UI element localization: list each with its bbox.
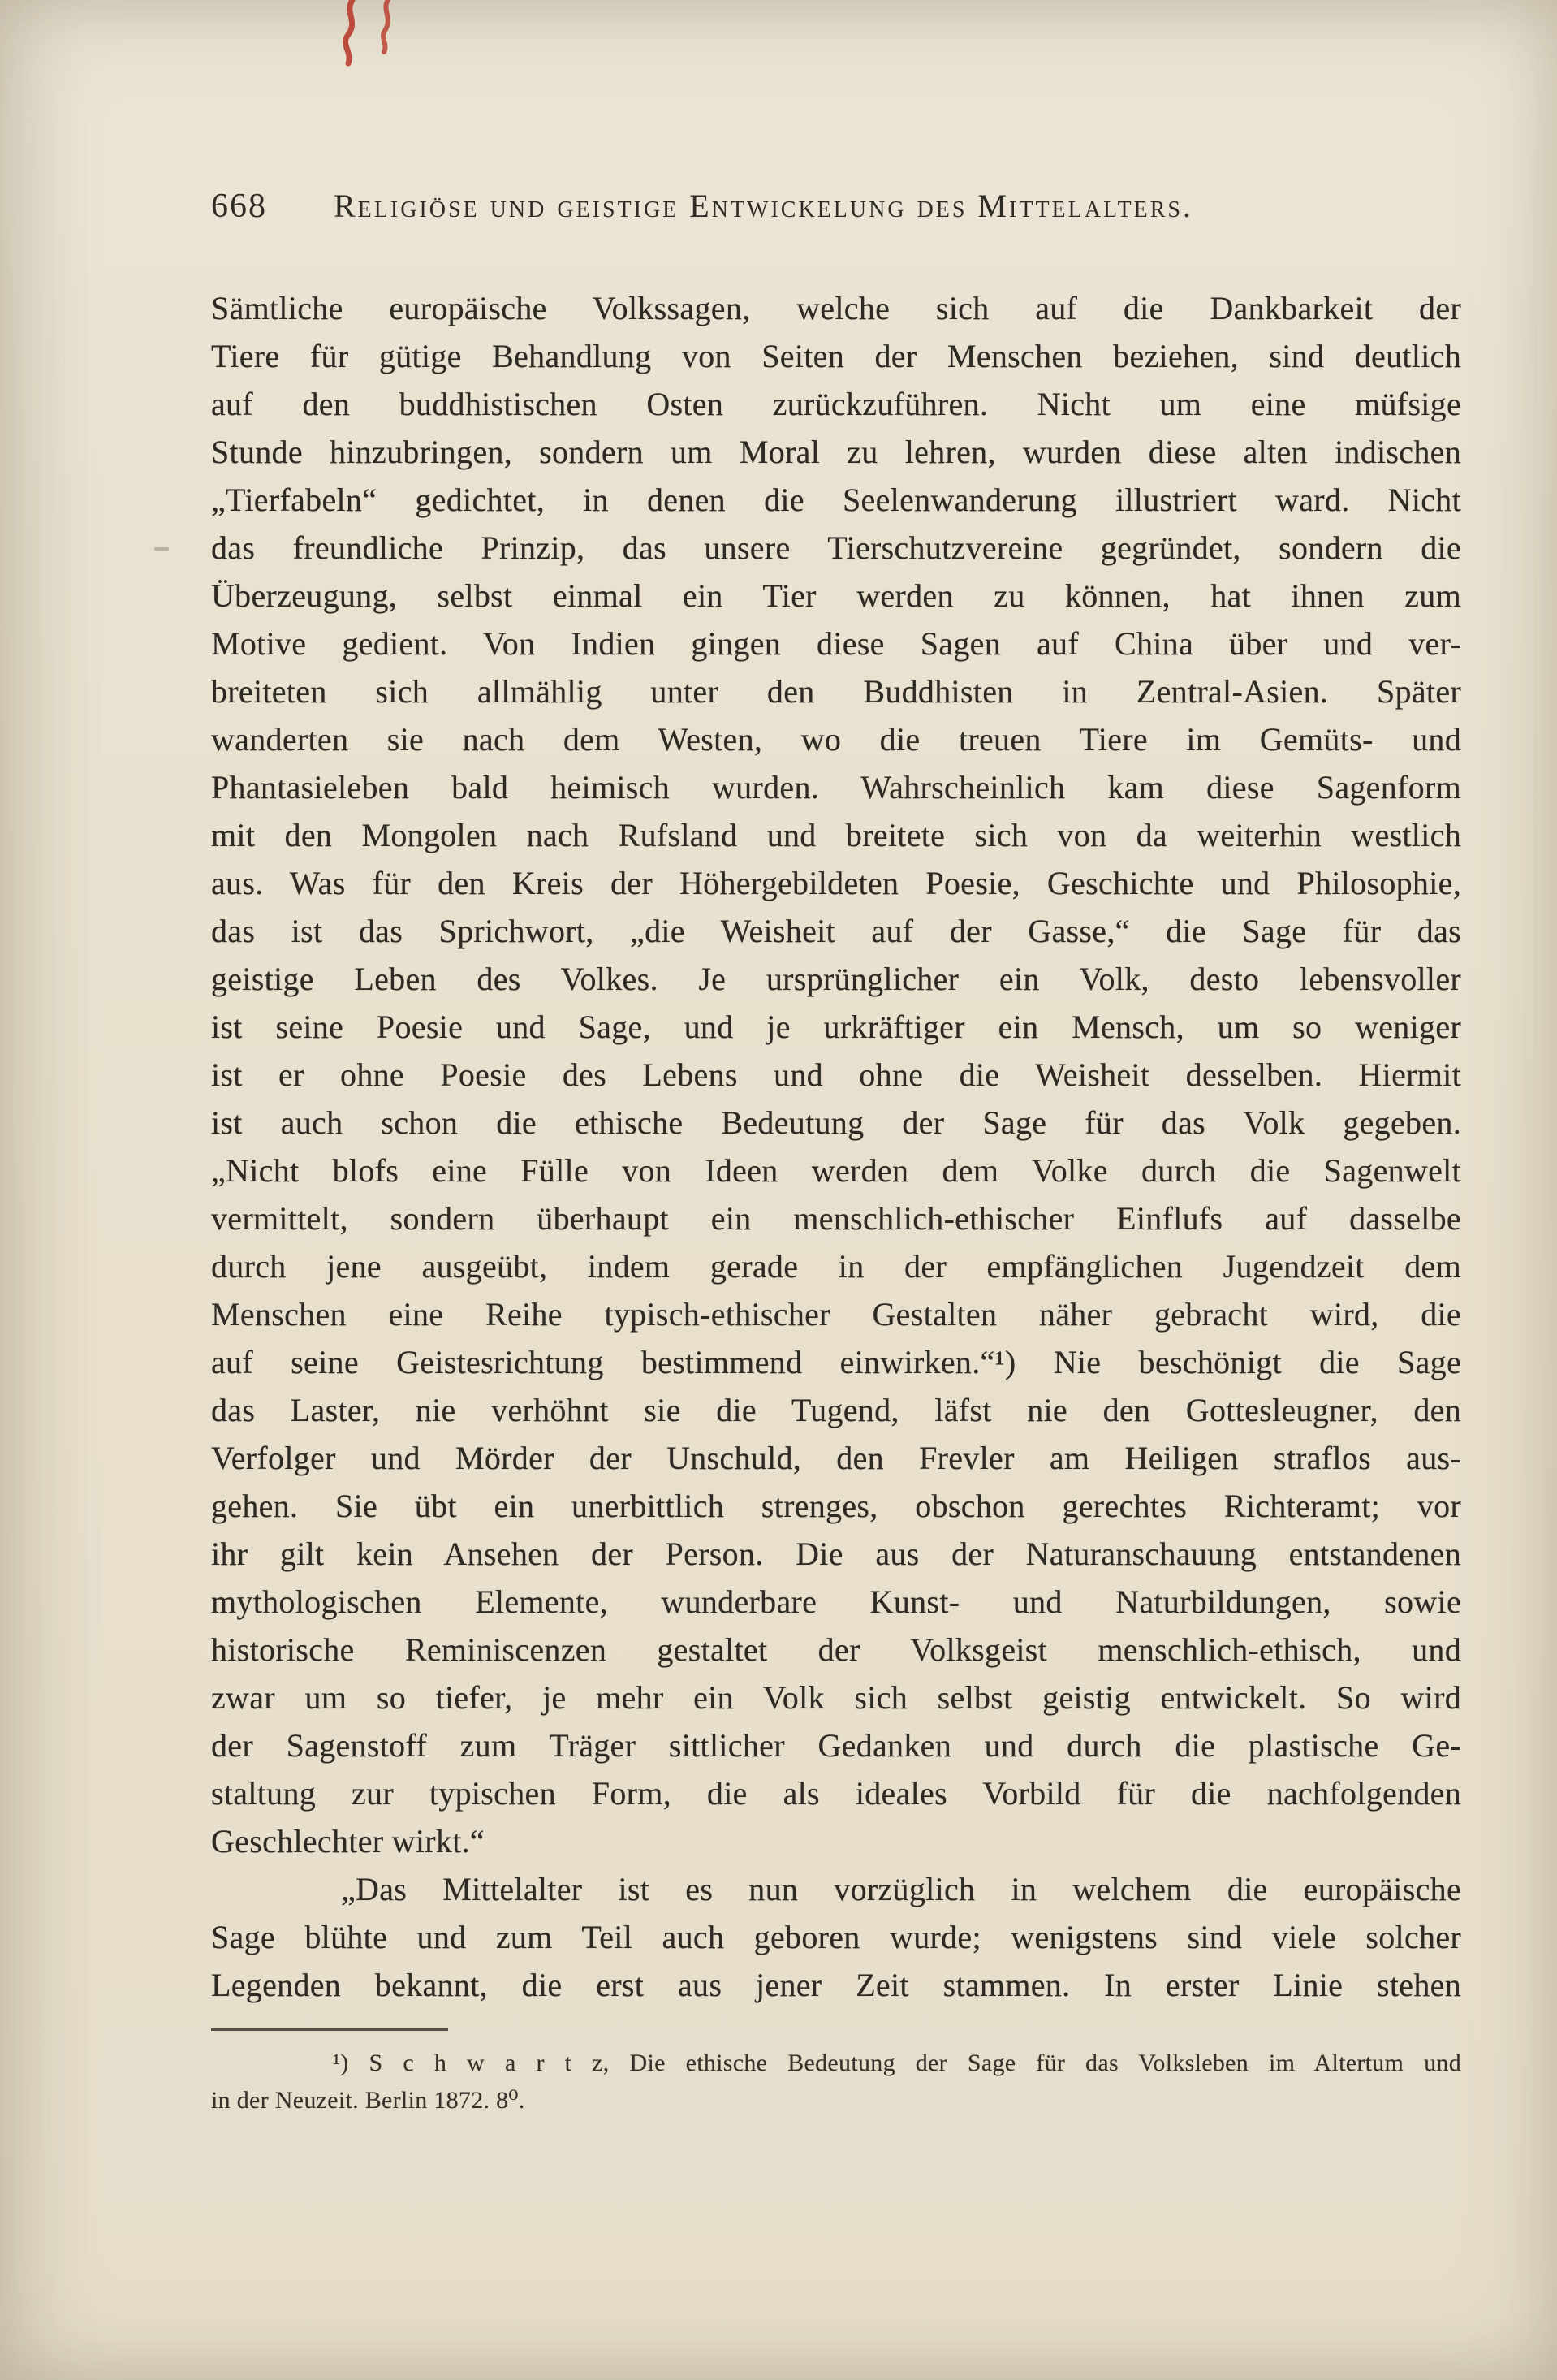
text-line: gehen. Sie übt ein unerbittlich strenges, obschon gerechtes Richteramt; vor — [211, 1488, 1461, 1524]
text-line: Überzeugung, selbst einmal ein Tier werden zu können, hat ihnen zum — [211, 577, 1461, 614]
footnote-rule — [211, 2028, 448, 2031]
text-line: ist auch schon die ethische Bedeutung der Sage für das Volk gegeben. — [211, 1104, 1461, 1141]
footnote — [211, 2045, 1461, 2119]
text-line: durch jene ausgeübt, indem gerade in der empfänglichen Jugendzeit dem — [211, 1248, 1461, 1285]
red-ink-stroke — [345, 0, 352, 63]
text-line: Verfolger und Mörder der Unschuld, den Frevler am Heiligen straflos aus- — [211, 1440, 1461, 1476]
text-line: geistige Leben des Volkes. Je ursprünglicher ein Volk, desto lebensvoller — [211, 961, 1461, 997]
text-line: wanderten sie nach dem Westen, wo die treuen Tiere im Gemüts- und — [211, 721, 1461, 758]
running-header — [211, 187, 1461, 226]
text-line: der Sagenstoff zum Träger sittlicher Gedanken und durch die plastische Ge- — [211, 1727, 1461, 1764]
text-line: Sage blühte und zum Teil auch geboren wurde; wenigstens sind viele solcher — [211, 1919, 1461, 1955]
text-line: vermittelt, sondern überhaupt ein menschlich-ethischer Einflufs auf dasselbe — [211, 1200, 1461, 1237]
text-line: das freundliche Prinzip, das unsere Tierschutzvereine gegründet, sondern die — [211, 529, 1461, 566]
text-line: auf seine Geistesrichtung bestimmend einwirken.“¹) Nie beschönigt die Sage — [211, 1344, 1461, 1380]
text-line: Phantasieleben bald heimisch wurden. Wahrscheinlich kam diese Sagenform — [211, 769, 1461, 806]
chapter-title: Religiöse und geistige Entwickelung des Mittelalters. — [334, 188, 1193, 224]
text-line: Stunde hinzubringen, sondern um Moral zu lehren, wurden diese alten indischen — [211, 434, 1461, 470]
text-line: Menschen eine Reihe typisch-ethischer Gestalten näher gebracht wird, die — [211, 1296, 1461, 1333]
text-line: historische Reminiscenzen gestaltet der Volksgeist menschlich-ethisch, und — [211, 1631, 1461, 1668]
text-line: mit den Mongolen nach Rufsland und breitete sich von da weiterhin westlich — [211, 817, 1461, 853]
text-line: zwar um so tiefer, je mehr ein Volk sich selbst geistig entwickelt. So wird — [211, 1679, 1461, 1716]
text-line: auf den buddhistischen Osten zurückzuführen. Nicht um eine müfsige — [211, 386, 1461, 422]
red-ink-marks — [334, 0, 448, 78]
text-line: Geschlechter wirkt.“ — [211, 1823, 485, 1860]
red-ink-stroke — [383, 0, 388, 52]
text-line: staltung zur typischen Form, die als ideales Vorbild für die nachfolgenden — [211, 1775, 1461, 1812]
text-line: Tiere für gütige Behandlung von Seiten der Menschen beziehen, sind deutlich — [211, 338, 1461, 374]
text-line: ist er ohne Poesie des Lebens und ohne die Weisheit desselben. Hiermit — [211, 1056, 1461, 1093]
text-line: aus. Was für den Kreis der Höhergebildeten Poesie, Geschichte und Philosophie, — [211, 865, 1461, 901]
text-line: ist seine Poesie und Sage, und je urkräftiger ein Mensch, um so weniger — [211, 1009, 1461, 1045]
text-line: mythologischen Elemente, wunderbare Kunst- und Naturbildungen, sowie — [211, 1583, 1461, 1620]
text-line: Legenden bekannt, die erst aus jener Zeit stammen. In erster Linie stehen — [211, 1967, 1461, 2003]
footnote-line: in der Neuzeit. Berlin 1872. 8⁰. — [211, 2087, 525, 2114]
text-line: das Laster, nie verhöhnt sie die Tugend, läfst nie den Gottesleugner, den — [211, 1392, 1461, 1428]
text-line: „Tierfabeln“ gedichtet, in denen die Seelenwanderung illustriert ward. Nicht — [211, 482, 1461, 518]
body-text — [211, 284, 1461, 2009]
text-line: breiteten sich allmählig unter den Buddhisten in Zentral-Asien. Später — [211, 673, 1461, 710]
text-line: „Das Mittelalter ist es nun vorzüglich in welchem die europäische — [341, 1871, 1461, 1907]
page-number: 668 — [211, 188, 267, 225]
text-line: Motive gedient. Von Indien gingen diese Sagen auf China über und ver- — [211, 625, 1461, 662]
margin-pencil-mark — [154, 547, 169, 551]
paragraph — [211, 284, 1461, 1865]
text-line: ihr gilt kein Ansehen der Person. Die aus der Naturanschauung entstandenen — [211, 1536, 1461, 1572]
footnote-lines — [211, 2045, 1461, 2119]
paragraph — [211, 1865, 1461, 2009]
text-line: „Nicht blofs eine Fülle von Ideen werden dem Volke durch die Sagenwelt — [211, 1152, 1461, 1189]
text-line: das ist das Sprichwort, „die Weisheit auf der Gasse,“ die Sage für das — [211, 913, 1461, 949]
text-line: Sämtliche europäische Volkssagen, welche sich auf die Dankbarkeit der — [211, 290, 1461, 326]
footnote-line: ¹) S c h w a r t z, Die ethische Bedeutung der Sage für das Volksleben im Altertum und — [333, 2050, 1461, 2076]
